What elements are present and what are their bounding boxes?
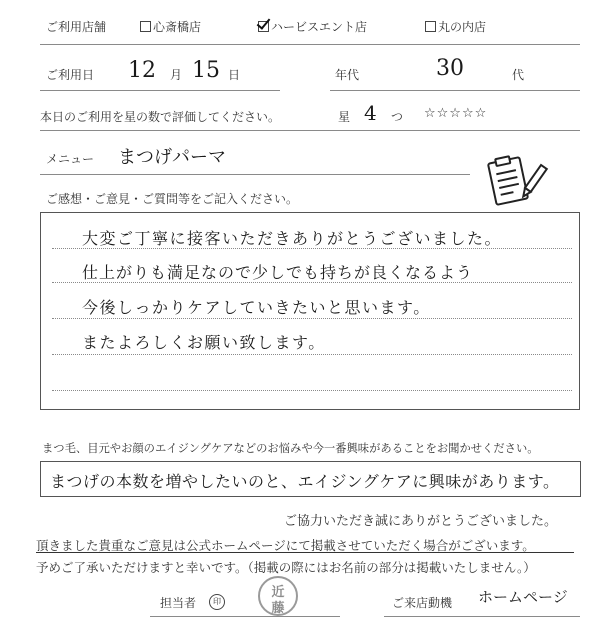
rating-unit: つ [391, 110, 404, 124]
staff-label: 担当者 [160, 596, 197, 610]
visit-month: 12 [128, 58, 156, 83]
rating-stars-icon[interactable]: ☆☆☆☆☆ [424, 106, 488, 121]
age-underline [330, 90, 580, 91]
motive-value: ホームページ [478, 588, 568, 606]
rating-value: 4 [364, 101, 377, 125]
comment-line-1: 大変ご丁寧に接客いただきありがとうございました。 [82, 229, 503, 248]
thanks-text: ご協力いただき誠にありがとうございました。 [284, 514, 558, 529]
comment-line-4: またよろしくお願い致します。 [82, 333, 326, 352]
checkbox-icon[interactable] [425, 21, 436, 32]
comment-ruled-line [52, 318, 572, 319]
store-option-marunouchi[interactable]: 丸の内店 [425, 18, 486, 35]
month-unit: 月 [170, 68, 183, 82]
comment-line-2: 仕上がりも満足なので少しでも持ちが良くなるよう [82, 263, 474, 282]
store-label: ご利用店舗 [46, 20, 107, 34]
star-label: 星 [338, 110, 351, 124]
comment-line-3: 今後しっかりケアしていきたいと思います。 [82, 298, 431, 317]
kondo-stamp: 近 藤 [258, 576, 298, 616]
motive-label: ご来店動機 [392, 596, 453, 610]
motive-underline [384, 616, 580, 617]
comment-ruled-line [52, 354, 572, 355]
date-underline [40, 90, 280, 91]
age-value: 30 [436, 56, 464, 81]
menu-value: まつげパーマ [118, 147, 226, 168]
visit-date-label: ご利用日 [46, 68, 95, 82]
menu-underline [40, 174, 470, 175]
interest-answer: まつげの本数を増やしたいのと、エイジングケアに興味があります。 [50, 472, 560, 491]
checked-checkbox-icon[interactable] [258, 21, 269, 32]
age-label: 年代 [335, 68, 360, 82]
row-divider [40, 44, 580, 45]
store-option-shinsaibashi[interactable]: 心斎橋店 [140, 18, 201, 35]
store-option-herbis-ent[interactable]: ハービスエント店 [258, 18, 367, 35]
notice-underline [36, 552, 574, 553]
row-divider [40, 130, 580, 131]
menu-label: メニュー [46, 152, 95, 166]
age-unit: 代 [512, 68, 525, 82]
day-unit: 日 [228, 68, 241, 82]
comment-ruled-line [52, 390, 572, 391]
visit-day: 15 [192, 58, 220, 83]
seal-mark-icon: 印 [209, 594, 225, 610]
clipboard-pencil-icon [478, 152, 550, 208]
comments-label: ご感想・ご意見・ご質問等をご記入ください。 [46, 192, 299, 206]
interest-prompt: まつ毛、目元やお顔のエイジングケアなどのお悩みや今一番興味があることをお聞かせください。 [42, 442, 539, 455]
rating-prompt: 本日のご利用を星の数で評価してください。 [40, 110, 281, 124]
notice-line-1: 頂きました貴重なご意見は公式ホームページにて掲載させていただく場合がございます。 [36, 538, 535, 553]
checkbox-icon[interactable] [140, 21, 151, 32]
staff-underline [150, 616, 340, 617]
notice-line-2: 予めご了承いただけますと幸いです。（掲載の際にはお名前の部分は掲載いたしません。） [36, 560, 536, 575]
